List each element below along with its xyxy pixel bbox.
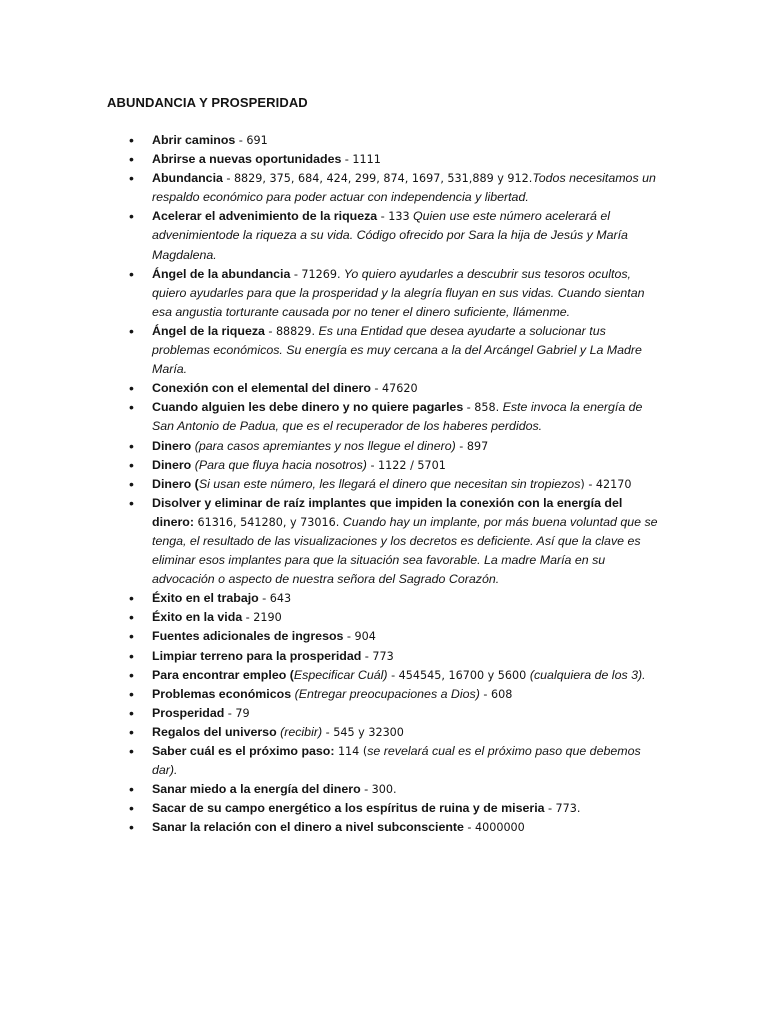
list-item xyxy=(106,475,666,494)
item-separator: - xyxy=(264,323,276,338)
list-item xyxy=(106,456,666,475)
bullet-icon: • xyxy=(129,819,134,836)
item-label: Disolver y eliminar de raíz implantes que impiden la conexión con la energía del dinero: xyxy=(152,495,623,529)
item-label: Para encontrar empleo ( xyxy=(152,667,294,682)
bullet-icon: • xyxy=(129,647,134,664)
item-separator: - xyxy=(224,705,236,720)
item-numbers: 691 xyxy=(246,134,268,147)
item-note: Es una Entidad que desea ayudarte a solucionar tus problemas económicos. Su energía es muy cercana a la del Arcángel Gabriel y La Madre María. xyxy=(152,323,642,377)
list-item xyxy=(106,818,666,837)
item-note: Cuando hay un implante, por más buena voluntad que se tenga, el resultado de las visualizaciones y los decretos es deficiente. Así que la clave es eliminar esos implantes para que la situación sea favorable. La madre María en su advocación o aspecto de nuestra señora del Sagrado Corazón. xyxy=(152,514,658,587)
item-tail: - 545 y 32300 xyxy=(322,725,404,739)
item-note-extra: (cualquiera de los 3). xyxy=(529,667,646,682)
item-numbers: 114 ( xyxy=(337,745,368,758)
item-note: Especificar Cuál) xyxy=(293,667,388,682)
item-label: Acelerar el advenimiento de la riqueza xyxy=(152,209,378,224)
list-item xyxy=(106,437,666,456)
item-numbers: 773. xyxy=(555,802,581,816)
item-numbers: 133 xyxy=(388,210,410,224)
list-item xyxy=(106,150,666,169)
list-item xyxy=(106,780,666,799)
list-item xyxy=(106,666,666,685)
bullet-icon: • xyxy=(129,666,134,683)
bullet-icon: • xyxy=(129,132,134,148)
item-separator: - xyxy=(370,381,382,396)
bullet-icon: • xyxy=(129,743,134,759)
bullet-icon: • xyxy=(129,456,134,473)
item-numbers: 79 xyxy=(235,706,250,720)
list-item xyxy=(106,265,666,322)
item-label: Problemas económicos xyxy=(152,686,292,701)
item-separator: - xyxy=(463,400,475,415)
bullet-icon: • xyxy=(129,399,134,416)
bullet-icon: • xyxy=(129,685,134,702)
item-note: se revelará cual es el próximo paso que debemos dar). xyxy=(152,744,641,778)
list-item xyxy=(106,742,666,780)
item-tail: - 897 xyxy=(455,439,489,453)
item-separator: - xyxy=(360,782,372,797)
item-note: (Para que fluya hacia nosotros) xyxy=(194,457,367,472)
item-label: Ángel de la riqueza xyxy=(152,323,265,338)
item-separator: - xyxy=(258,591,270,606)
list-item xyxy=(106,799,666,818)
bullet-icon: • xyxy=(129,151,134,168)
item-label: Abrir caminos xyxy=(152,133,236,147)
list-item xyxy=(106,627,666,646)
item-tail: - 454545, 16700 y 5600 xyxy=(387,668,530,682)
item-label: Ángel de la abundancia xyxy=(152,266,291,281)
bullet-icon: • xyxy=(129,170,134,187)
item-note: Si usan este número, les llegará el dinero que necesitan sin tropiezos xyxy=(198,476,581,491)
list-item xyxy=(106,608,666,627)
list-item xyxy=(106,704,666,723)
list-item xyxy=(106,322,666,379)
item-label: Dinero xyxy=(152,438,192,453)
item-note: Yo quiero ayudarles a descubrir sus tesoros ocultos, quiero ayudarles para que la prosperidad y la alegría fluyan en sus vidas. Cuando sientan esa angustia torturante causada por no tener el dinero suficiente, llámenme. xyxy=(152,266,645,319)
item-numbers: 904 xyxy=(354,630,376,644)
item-note: Quien use este número acelerará el advenimientode la riqueza a su vida. Código ofrecido por Sara la hija de Jesús y María Magdalena. xyxy=(152,209,628,262)
bullet-icon: • xyxy=(129,475,134,492)
bullet-icon: • xyxy=(129,800,134,817)
item-separator: - xyxy=(222,171,234,186)
list-item xyxy=(106,685,666,704)
list-item xyxy=(106,723,666,742)
item-numbers: 300. xyxy=(371,783,397,797)
item-label: Saber cuál es el próximo paso: xyxy=(152,744,335,758)
list-item xyxy=(106,647,666,666)
item-separator: - xyxy=(463,820,475,835)
item-label: Sanar la relación con el dinero a nivel subconsciente xyxy=(152,820,464,835)
item-numbers: 61316, 541280, y 73016. xyxy=(197,515,340,529)
bullet-icon: • xyxy=(129,723,134,740)
item-label: Regalos del universo xyxy=(152,724,277,739)
document-title: ABUNDANCIA Y PROSPERIDAD xyxy=(107,95,308,110)
item-numbers: 8829, 375, 684, 424, 299, 874, 1697, 531,889 y 912. xyxy=(233,172,533,186)
item-numbers: 71269. xyxy=(301,267,341,281)
item-separator: - xyxy=(290,266,302,281)
item-label: Prosperidad xyxy=(152,705,225,720)
item-tail: - 1122 / 5701 xyxy=(366,458,446,472)
item-label: Limpiar terreno para la prosperidad xyxy=(152,648,362,663)
item-tail: ) - 42170 xyxy=(580,477,632,491)
item-tail: - 608 xyxy=(479,687,513,701)
item-label: Cuando alguien les debe dinero y no quiere pagarles xyxy=(152,400,464,415)
list-item xyxy=(106,131,666,150)
bullet-icon: • xyxy=(129,265,134,282)
item-separator: - xyxy=(341,152,353,167)
list-item xyxy=(106,379,666,398)
list-item xyxy=(106,589,666,608)
item-label: Éxito en la vida xyxy=(152,610,243,625)
list-item xyxy=(106,207,666,264)
item-label: Éxito en el trabajo xyxy=(152,591,259,606)
bullet-icon: • xyxy=(129,437,134,454)
item-separator: - xyxy=(242,610,254,625)
item-numbers: 643 xyxy=(269,592,292,606)
item-label: Dinero xyxy=(152,457,192,472)
number-code-list xyxy=(106,131,666,837)
item-label: Fuentes adicionales de ingresos xyxy=(152,629,344,644)
bullet-icon: • xyxy=(129,781,134,798)
list-item xyxy=(106,494,666,589)
item-numbers: 88829. xyxy=(275,324,316,338)
item-note: (para casos apremiantes y nos llegue el dinero) xyxy=(194,438,456,453)
bullet-icon: • xyxy=(129,208,134,225)
item-label: Dinero ( xyxy=(152,476,199,491)
item-separator: - xyxy=(377,209,389,224)
item-separator: - xyxy=(544,801,556,816)
item-note: Este invoca la energía de San Antonio de Padua, que es el recuperador de los haberes perdidos. xyxy=(152,400,643,434)
item-note: (Entregar preocupaciones a Dios) xyxy=(294,686,480,701)
item-note: (recibir) xyxy=(280,724,323,739)
item-numbers: 773 xyxy=(372,649,394,663)
item-label: Abundancia xyxy=(152,171,223,186)
bullet-icon: • xyxy=(129,590,134,607)
item-separator: - xyxy=(361,648,373,663)
item-numbers: 1111 xyxy=(352,153,381,167)
item-label: Abrirse a nuevas oportunidades xyxy=(152,152,342,167)
item-label: Conexión con el elemental del dinero xyxy=(152,381,371,396)
list-item xyxy=(106,398,666,436)
item-separator: - xyxy=(343,629,355,644)
item-numbers: 858. xyxy=(474,401,500,415)
bullet-icon: • xyxy=(129,609,134,626)
item-note: Todos necesitamos un respaldo económico para poder actuar con independencia y libertad. xyxy=(152,171,656,205)
item-label: Sanar miedo a la energía del dinero xyxy=(152,782,361,797)
item-numbers: 4000000 xyxy=(474,821,525,835)
item-separator: - xyxy=(235,133,247,147)
item-label: Sacar de su campo energético a los espíritus de ruina y de miseria xyxy=(152,801,545,816)
list-item xyxy=(106,169,666,207)
item-numbers: 2190 xyxy=(253,611,282,625)
bullet-icon: • xyxy=(129,494,134,511)
bullet-icon: • xyxy=(129,380,134,397)
bullet-icon: • xyxy=(129,704,134,721)
bullet-icon: • xyxy=(129,322,134,339)
item-numbers: 47620 xyxy=(381,382,418,396)
bullet-icon: • xyxy=(129,628,134,645)
